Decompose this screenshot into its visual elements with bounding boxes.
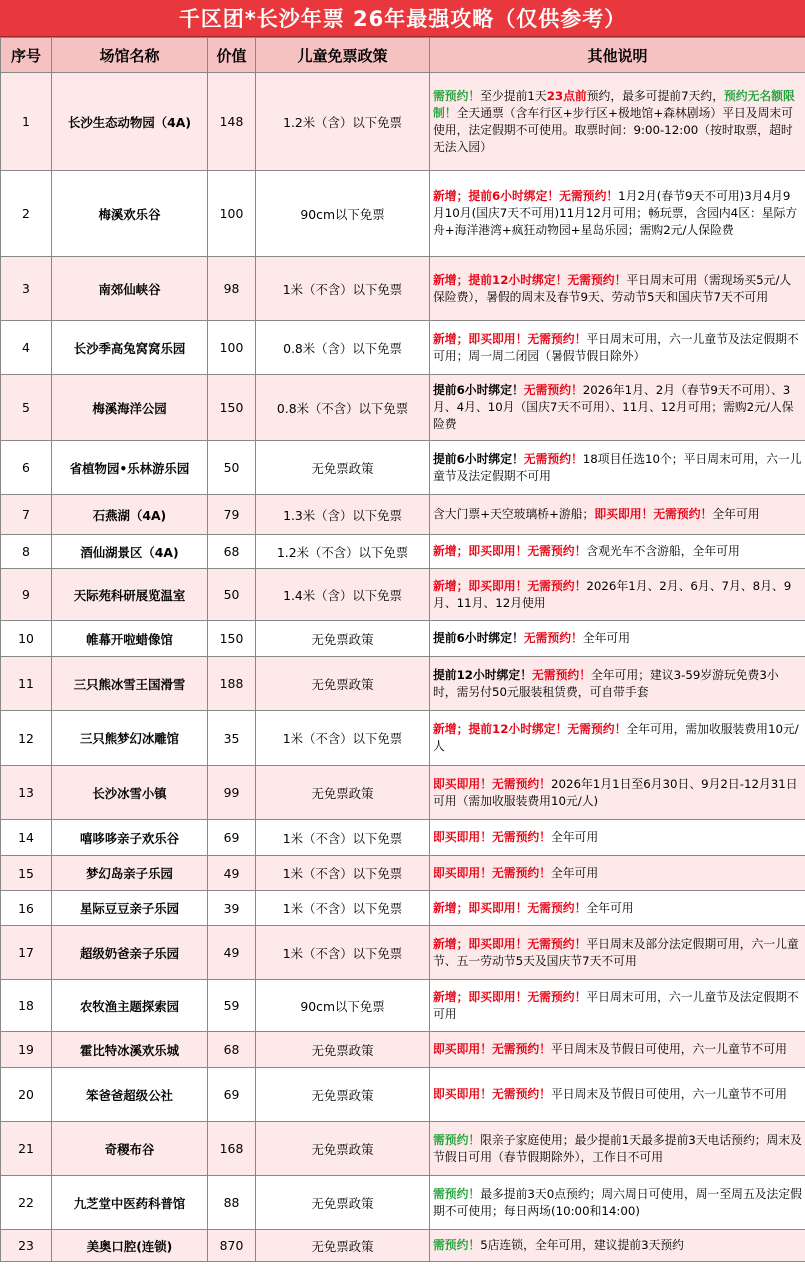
child-policy: 0.8米（不含）以下免票 bbox=[256, 375, 430, 441]
venue-price: 100 bbox=[208, 321, 256, 375]
note-segment: 新增；即买即用！无需预约！ bbox=[433, 331, 587, 346]
venue-name: 星际豆豆亲子乐园 bbox=[52, 891, 208, 926]
header-price: 价值 bbox=[208, 38, 256, 73]
row-number: 18 bbox=[1, 980, 52, 1032]
table-row bbox=[1, 495, 805, 535]
note-segment: 2026年1月、2月（春节9天不可用）、3月、4月、10月（国庆7天不可用）、11月、12月可用；需购2元/人保险费 bbox=[433, 383, 794, 431]
row-number: 19 bbox=[1, 1032, 52, 1068]
venue-name: 九芝堂中医药科普馆 bbox=[52, 1176, 208, 1230]
note-segment: 无需预约！ bbox=[523, 451, 583, 466]
note-segment: 预约无名额限制！ bbox=[433, 88, 795, 120]
venue-note bbox=[430, 1068, 805, 1122]
venue-note bbox=[430, 621, 805, 657]
venue-price: 870 bbox=[208, 1230, 256, 1262]
note-segment: 即买即用！无需预约！ bbox=[433, 830, 551, 844]
note-segment: 新增；即买即用！无需预约！ bbox=[433, 578, 587, 593]
note-segment: 全年可用；建议3-59岁游玩免费3小时，需另付50元服装租赁费，可自带手套 bbox=[433, 667, 779, 699]
note-segment: 即买即用！无需预约！ bbox=[433, 1087, 551, 1101]
venue-name: 帷幕开啦蜡像馆 bbox=[52, 621, 208, 657]
row-number: 15 bbox=[1, 856, 52, 891]
venue-note bbox=[430, 980, 805, 1032]
row-number: 5 bbox=[1, 375, 52, 441]
venue-name: 南郊仙峡谷 bbox=[52, 257, 208, 321]
row-number: 12 bbox=[1, 711, 52, 766]
note-segment: 至少提前1天 bbox=[480, 88, 547, 103]
venue-note bbox=[430, 535, 805, 569]
venue-note bbox=[430, 856, 805, 891]
table-row bbox=[1, 73, 805, 171]
venue-note bbox=[430, 73, 805, 171]
note-segment: 最多提前3天0点预约；周六周日可使用，周一至周五及法定假期不可使用；每日两场(10:00和14:00) bbox=[433, 1186, 802, 1218]
venue-note bbox=[430, 891, 805, 926]
table-row bbox=[1, 321, 805, 375]
note-segment: 无需预约！ bbox=[532, 667, 591, 682]
venue-price: 50 bbox=[208, 441, 256, 495]
venue-name: 三只熊冰雪王国滑雪 bbox=[52, 657, 208, 711]
note-segment: 新增；即买即用！无需预约！ bbox=[433, 900, 587, 915]
note-segment: 新增；提前12小时绑定！无需预约！ bbox=[433, 722, 627, 736]
venue-note bbox=[430, 441, 805, 495]
child-policy: 无免票政策 bbox=[256, 1230, 430, 1262]
row-number: 7 bbox=[1, 495, 52, 535]
venue-name: 笨爸爸超级公社 bbox=[52, 1068, 208, 1122]
note-segment: 即买即用！无需预约！ bbox=[433, 776, 551, 791]
row-number: 22 bbox=[1, 1176, 52, 1230]
venue-note bbox=[430, 711, 805, 766]
child-policy: 90cm以下免票 bbox=[256, 171, 430, 257]
venue-price: 148 bbox=[208, 73, 256, 171]
venue-price: 39 bbox=[208, 891, 256, 926]
table-row bbox=[1, 766, 805, 820]
venue-price: 88 bbox=[208, 1176, 256, 1230]
row-number: 11 bbox=[1, 657, 52, 711]
note-segment: 全天通票（含车行区+步行区+极地馆+森林剧场）平日及周末可使用，法定假期不可使用。取票时间：9:00-12:00（按时取票，超时无法入园） bbox=[433, 105, 793, 154]
note-segment: 平日周末可用，六一儿童节及法定假期不可用；周一周二闭园（暑假节假日除外） bbox=[433, 331, 799, 363]
venue-price: 150 bbox=[208, 621, 256, 657]
venue-price: 69 bbox=[208, 820, 256, 856]
child-policy: 1.4米（含）以下免票 bbox=[256, 569, 430, 621]
note-segment: 需预约！ bbox=[433, 1132, 481, 1147]
venue-name: 长沙季高兔窝窝乐园 bbox=[52, 321, 208, 375]
note-segment: 新增；即买即用！无需预约！ bbox=[433, 544, 587, 558]
note-segment: 1月2月(春节9天不可用)3月4月9月10月(国庆7天不可用)11月12月可用；畅玩票，含园内4区：星际方舟+海洋港湾+疯狂动物园+星岛乐园；需购2元/人保险费 bbox=[433, 189, 798, 237]
note-segment: 平日周末及节假日可使用，六一儿童节不可用 bbox=[550, 1042, 787, 1056]
note-segment: 即买即用！无需预约！ bbox=[594, 507, 713, 521]
table-row bbox=[1, 621, 805, 657]
row-number: 23 bbox=[1, 1230, 52, 1262]
child-policy: 无免票政策 bbox=[256, 1176, 430, 1230]
venue-note bbox=[430, 657, 805, 711]
note-segment: 新增；提前6小时绑定！无需预约！ bbox=[433, 189, 619, 203]
note-segment: 23点前 bbox=[546, 88, 587, 103]
child-policy: 1米（不含）以下免票 bbox=[256, 891, 430, 926]
venue-note bbox=[430, 171, 805, 257]
note-segment: 平日周末及节假日可使用，六一儿童节不可用 bbox=[550, 1087, 787, 1101]
note-segment: 新增；提前12小时绑定！无需预约！ bbox=[433, 272, 627, 287]
note-segment: 需预约！ bbox=[433, 1186, 481, 1201]
venue-note bbox=[430, 569, 805, 621]
note-segment: 新增；即买即用！无需预约！ bbox=[433, 989, 587, 1004]
note-segment: 18项目任选10个；平日周末可用，六一儿童节及法定假期不可用 bbox=[433, 451, 802, 483]
venue-note bbox=[430, 926, 805, 980]
note-segment: 全年可用 bbox=[712, 507, 760, 521]
row-number: 10 bbox=[1, 621, 52, 657]
venue-name: 三只熊梦幻冰雕馆 bbox=[52, 711, 208, 766]
table-row bbox=[1, 1122, 805, 1176]
note-segment: 5店连锁，全年可用，建议提前3天预约 bbox=[480, 1238, 684, 1252]
venue-note bbox=[430, 766, 805, 820]
venue-price: 188 bbox=[208, 657, 256, 711]
venue-name: 长沙生态动物园（4A) bbox=[52, 73, 208, 171]
venue-price: 49 bbox=[208, 856, 256, 891]
note-segment: 2026年1月、2月、6月、7月、8月、9月、11月、12月使用 bbox=[433, 578, 792, 610]
table-row bbox=[1, 441, 805, 495]
note-segment: 全年可用，需加收服装费用10元/人 bbox=[433, 722, 799, 753]
table-row bbox=[1, 891, 805, 926]
row-number: 21 bbox=[1, 1122, 52, 1176]
note-segment: 含大门票+天空玻璃桥+游船； bbox=[433, 507, 595, 521]
venue-name: 酒仙湖景区（4A) bbox=[52, 535, 208, 569]
venue-note bbox=[430, 820, 805, 856]
venue-note bbox=[430, 257, 805, 321]
table-row bbox=[1, 171, 805, 257]
child-policy: 1米（不含）以下免票 bbox=[256, 820, 430, 856]
venue-note bbox=[430, 321, 805, 375]
child-policy: 1米（不含）以下免票 bbox=[256, 711, 430, 766]
venue-name: 天际苑科研展览温室 bbox=[52, 569, 208, 621]
table-row bbox=[1, 1230, 805, 1262]
child-policy: 1.3米（含）以下免票 bbox=[256, 495, 430, 535]
header-venue-name: 场馆名称 bbox=[52, 38, 208, 73]
venue-price: 49 bbox=[208, 926, 256, 980]
child-policy: 无免票政策 bbox=[256, 441, 430, 495]
table-row bbox=[1, 1068, 805, 1122]
note-segment: 需预约！ bbox=[433, 1238, 481, 1252]
table-row bbox=[1, 535, 805, 569]
table-row bbox=[1, 375, 805, 441]
venue-price: 79 bbox=[208, 495, 256, 535]
table-row bbox=[1, 856, 805, 891]
venue-name: 嘻哆哆亲子欢乐谷 bbox=[52, 820, 208, 856]
child-policy: 1米（不含）以下免票 bbox=[256, 926, 430, 980]
note-segment: 2026年1月1日至6月30日、9月2日-12月31日可用（需加收服装费用10元/人) bbox=[433, 776, 798, 808]
child-policy: 无免票政策 bbox=[256, 657, 430, 711]
child-policy: 无免票政策 bbox=[256, 621, 430, 657]
venue-price: 99 bbox=[208, 766, 256, 820]
note-segment: 平日周末及部分法定假期可用，六一儿童节、五一劳动节5天及国庆节7天不可用 bbox=[433, 936, 799, 968]
venue-name: 梅溪欢乐谷 bbox=[52, 171, 208, 257]
venue-price: 59 bbox=[208, 980, 256, 1032]
venue-name: 奇稷布谷 bbox=[52, 1122, 208, 1176]
row-number: 16 bbox=[1, 891, 52, 926]
venue-name: 省植物园•乐林游乐园 bbox=[52, 441, 208, 495]
row-number: 1 bbox=[1, 73, 52, 171]
row-number: 9 bbox=[1, 569, 52, 621]
child-policy: 1米（不含）以下免票 bbox=[256, 856, 430, 891]
venue-name: 长沙冰雪小镇 bbox=[52, 766, 208, 820]
venue-table bbox=[0, 37, 805, 1262]
venue-name: 霍比特冰溪欢乐城 bbox=[52, 1032, 208, 1068]
venue-note bbox=[430, 495, 805, 535]
note-segment: 即买即用！无需预约！ bbox=[433, 865, 551, 880]
row-number: 4 bbox=[1, 321, 52, 375]
table-row bbox=[1, 257, 805, 321]
row-number: 13 bbox=[1, 766, 52, 820]
venue-note bbox=[430, 1230, 805, 1262]
table-row bbox=[1, 926, 805, 980]
table-row bbox=[1, 980, 805, 1032]
venue-name: 梅溪海洋公园 bbox=[52, 375, 208, 441]
header-no: 序号 bbox=[1, 38, 52, 73]
venue-price: 150 bbox=[208, 375, 256, 441]
note-segment: 全年可用 bbox=[586, 900, 634, 915]
row-number: 8 bbox=[1, 535, 52, 569]
table-row bbox=[1, 569, 805, 621]
venue-price: 50 bbox=[208, 569, 256, 621]
venue-note bbox=[430, 1032, 805, 1068]
note-segment: 提前6小时绑定！ bbox=[433, 383, 524, 397]
note-segment: 平日周末可用（需现场买5元/人保险费），暑假的周末及春节9天、劳动节5天和国庆节7天不可用 bbox=[433, 272, 792, 304]
note-segment: 含观光车不含游船，全年可用 bbox=[586, 544, 740, 558]
venue-name: 超级奶爸亲子乐园 bbox=[52, 926, 208, 980]
venue-price: 68 bbox=[208, 1032, 256, 1068]
venue-price: 168 bbox=[208, 1122, 256, 1176]
note-segment: 提前12小时绑定！ bbox=[433, 667, 532, 682]
row-number: 17 bbox=[1, 926, 52, 980]
page-title: 千区团*长沙年票 26年最强攻略（仅供参考） bbox=[0, 0, 805, 37]
venue-name: 梦幻岛亲子乐园 bbox=[52, 856, 208, 891]
venue-note bbox=[430, 1176, 805, 1230]
header-notes: 其他说明 bbox=[430, 38, 805, 73]
child-policy: 无免票政策 bbox=[256, 1068, 430, 1122]
note-segment: 平日周末可用，六一儿童节及法定假期不可用 bbox=[433, 989, 799, 1021]
child-policy: 1米（不含）以下免票 bbox=[256, 257, 430, 321]
table-header-row bbox=[1, 38, 805, 73]
note-segment: 提前6小时绑定！ bbox=[433, 451, 524, 466]
table-row bbox=[1, 657, 805, 711]
header-child-policy: 儿童免票政策 bbox=[256, 38, 430, 73]
table-row bbox=[1, 1176, 805, 1230]
child-policy: 1.2米（不含）以下免票 bbox=[256, 535, 430, 569]
venue-name: 农牧渔主题探索园 bbox=[52, 980, 208, 1032]
note-segment: 新增；即买即用！无需预约！ bbox=[433, 936, 587, 951]
table-body bbox=[1, 73, 805, 1262]
table-row bbox=[1, 711, 805, 766]
venue-price: 69 bbox=[208, 1068, 256, 1122]
venue-name: 美奥口腔(连锁) bbox=[52, 1230, 208, 1262]
child-policy: 无免票政策 bbox=[256, 1122, 430, 1176]
child-policy: 90cm以下免票 bbox=[256, 980, 430, 1032]
venue-name: 石燕湖（4A) bbox=[52, 495, 208, 535]
row-number: 14 bbox=[1, 820, 52, 856]
note-segment: 预约，最多可提前7天约， bbox=[586, 88, 724, 103]
venue-price: 68 bbox=[208, 535, 256, 569]
note-segment: 全年可用 bbox=[550, 830, 599, 844]
note-segment: 需预约！ bbox=[433, 88, 481, 103]
note-segment: 无需预约！ bbox=[523, 383, 583, 397]
venue-price: 100 bbox=[208, 171, 256, 257]
child-policy: 0.8米（含）以下免票 bbox=[256, 321, 430, 375]
venue-price: 98 bbox=[208, 257, 256, 321]
note-segment: 提前6小时绑定！ bbox=[433, 631, 524, 645]
table-row bbox=[1, 1032, 805, 1068]
note-segment: 全年可用 bbox=[550, 865, 599, 880]
row-number: 3 bbox=[1, 257, 52, 321]
venue-note bbox=[430, 375, 805, 441]
child-policy: 1.2米（含）以下免票 bbox=[256, 73, 430, 171]
venue-note bbox=[430, 1122, 805, 1176]
table-row bbox=[1, 820, 805, 856]
child-policy: 无免票政策 bbox=[256, 766, 430, 820]
note-segment: 无需预约！ bbox=[523, 631, 583, 645]
note-segment: 即买即用！无需预约！ bbox=[433, 1042, 551, 1056]
note-segment: 全年可用 bbox=[582, 631, 630, 645]
row-number: 2 bbox=[1, 171, 52, 257]
note-segment: 限亲子家庭使用；最少提前1天最多提前3天电话预约；周末及节假日可用（春节假期除外），工作日不可用 bbox=[433, 1132, 802, 1164]
child-policy: 无免票政策 bbox=[256, 1032, 430, 1068]
row-number: 20 bbox=[1, 1068, 52, 1122]
row-number: 6 bbox=[1, 441, 52, 495]
venue-price: 35 bbox=[208, 711, 256, 766]
